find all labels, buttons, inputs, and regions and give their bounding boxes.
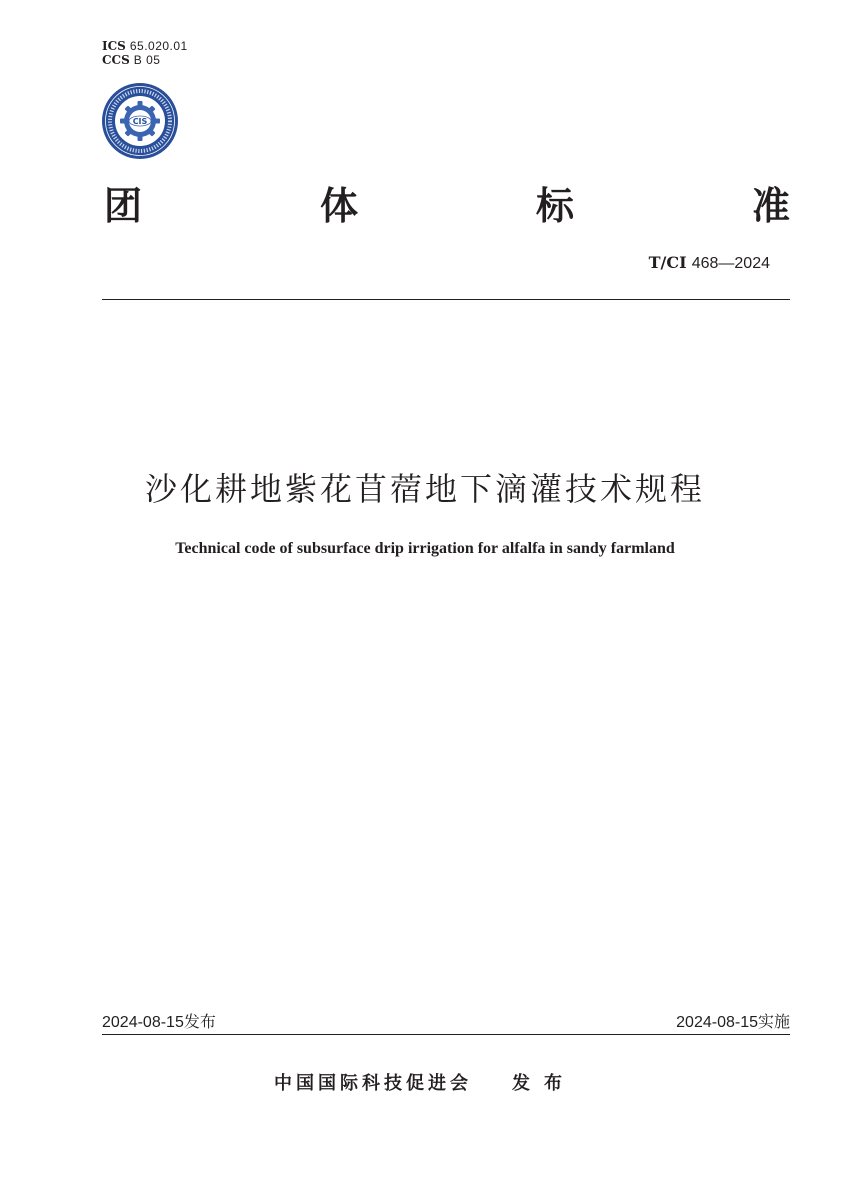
- implementation-date-value: 2024-08-15: [676, 1014, 758, 1031]
- publisher-name: 中国国际科技促进会: [274, 1073, 472, 1094]
- classification-codes: [102, 39, 188, 67]
- publisher-line: [0, 1069, 850, 1095]
- ics-label: ICS: [102, 39, 126, 53]
- logo-emblem-icon: [101, 82, 179, 160]
- ics-code: [102, 39, 188, 53]
- implementation-date: [676, 1009, 790, 1032]
- issue-date-suffix: 发布: [183, 1012, 216, 1031]
- ics-value: 65.020.01: [129, 39, 188, 53]
- ccs-label: CCS: [102, 53, 130, 67]
- document-title-cn: 沙化耕地紫花苜蓿地下滴灌技术规程: [144, 470, 705, 508]
- standard-type-title: [104, 172, 790, 232]
- standard-type-char: 准: [751, 183, 790, 228]
- standard-type-char: 团: [104, 183, 143, 228]
- issue-date: [102, 1009, 216, 1032]
- standard-number-value: 468—2024: [691, 255, 770, 272]
- standard-type-char: 标: [535, 183, 574, 228]
- logo-text: CIS: [132, 117, 148, 126]
- top-divider: [102, 299, 790, 300]
- organization-logo: [101, 82, 179, 160]
- document-title-en: Technical code of subsurface drip irrigation for alfalfa in sandy farmland: [175, 540, 675, 557]
- standard-type-char: 体: [319, 183, 358, 228]
- implementation-date-suffix: 实施: [757, 1012, 790, 1031]
- standard-number-prefix: T/CI: [648, 253, 687, 272]
- standard-number: [649, 253, 770, 273]
- ccs-code: [102, 53, 188, 67]
- ccs-value: B 05: [133, 53, 161, 67]
- issue-date-value: 2024-08-15: [102, 1014, 184, 1031]
- bottom-divider: [102, 1034, 790, 1035]
- publisher-action: 发布: [512, 1073, 576, 1094]
